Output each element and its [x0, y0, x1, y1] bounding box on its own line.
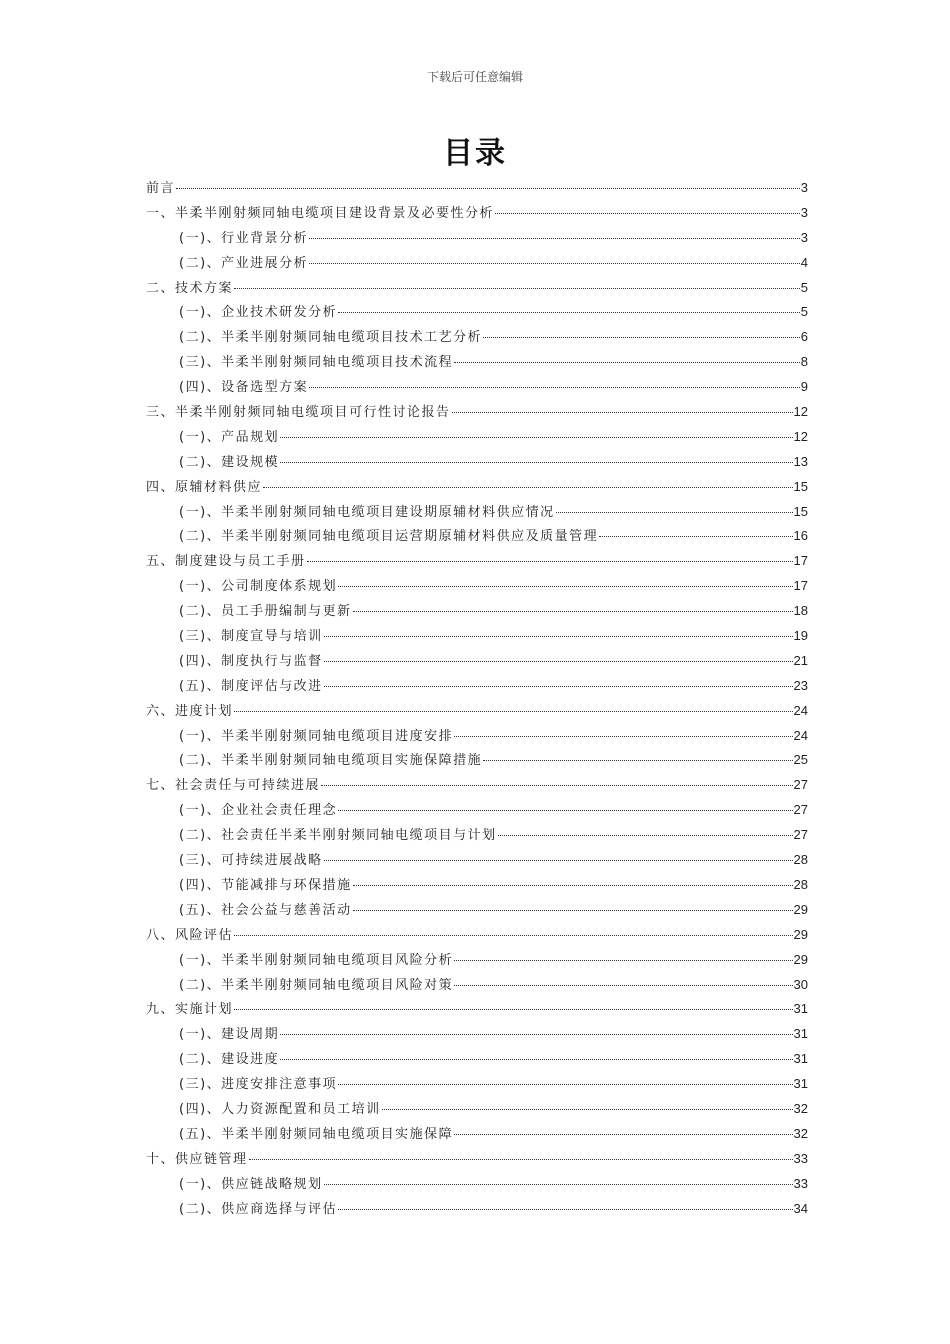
toc-entry-title: (二)、建设进度 [179, 1052, 280, 1068]
toc-entry-title: (三)、半柔半刚射频同轴电缆项目技术流程 [179, 355, 454, 371]
toc-dot-leader [454, 361, 800, 363]
toc-dot-leader [454, 959, 792, 961]
toc-entry-page: 29 [793, 951, 808, 967]
toc-entry-title: (四)、设备选型方案 [179, 380, 309, 396]
toc-entry-page: 24 [793, 702, 808, 718]
toc-entry-page: 17 [793, 553, 808, 569]
toc-entry[interactable] [146, 1097, 808, 1122]
toc-entry-page: 9 [800, 379, 808, 395]
toc-entry[interactable] [146, 798, 808, 823]
toc-dot-leader [338, 1083, 792, 1085]
toc-entry-page: 12 [793, 428, 808, 444]
toc-entry[interactable] [146, 973, 808, 998]
toc-entry-title: (二)、产业进展分析 [179, 255, 309, 271]
toc-dot-leader [309, 262, 800, 264]
toc-entry-title: (二)、半柔半刚射频同轴电缆项目技术工艺分析 [179, 330, 483, 346]
toc-entry-page: 17 [793, 578, 808, 594]
toc-dot-leader [324, 635, 793, 637]
toc-entry-title: (一)、企业社会责任理念 [179, 803, 338, 819]
toc-entry[interactable] [146, 948, 808, 973]
toc-entry-title: 四、原辅材料供应 [146, 479, 263, 495]
toc-dot-leader [338, 1208, 792, 1210]
toc-entry[interactable] [146, 251, 808, 276]
toc-entry[interactable] [146, 226, 808, 251]
toc-entry[interactable] [146, 898, 808, 923]
toc-entry-title: (三)、制度宣导与培训 [179, 629, 323, 645]
toc-entry-title: (一)、半柔半刚射频同轴电缆项目风险分析 [179, 952, 454, 968]
toc-dot-leader [280, 436, 792, 438]
toc-entry-title: (二)、半柔半刚射频同轴电缆项目风险对策 [179, 977, 454, 993]
toc-dot-leader [234, 287, 800, 289]
toc-entry-page: 29 [793, 926, 808, 942]
toc-entry[interactable] [146, 425, 808, 450]
toc-entry-title: (二)、供应商选择与评估 [179, 1201, 338, 1217]
toc-entry[interactable] [146, 1047, 808, 1072]
toc-entry-title: (四)、制度执行与监督 [179, 653, 323, 669]
toc-dot-leader [483, 759, 792, 761]
toc-entry-page: 5 [800, 304, 808, 320]
toc-entry-page: 24 [793, 727, 808, 743]
toc-entry[interactable] [146, 325, 808, 350]
toc-entry-title: (五)、社会公益与慈善活动 [179, 902, 352, 918]
toc-entry[interactable] [146, 201, 808, 226]
toc-entry-page: 31 [793, 1051, 808, 1067]
toc-entry[interactable] [146, 1172, 808, 1197]
toc-entry-page: 32 [793, 1125, 808, 1141]
toc-dot-leader [324, 1183, 793, 1185]
toc-entry[interactable] [146, 574, 808, 599]
toc-dot-leader [309, 237, 800, 239]
toc-dot-leader [263, 486, 793, 488]
toc-entry-title: (一)、行业背景分析 [179, 230, 309, 246]
toc-entry[interactable] [146, 599, 808, 624]
toc-entry-page: 16 [793, 528, 808, 544]
toc-entry[interactable] [146, 450, 808, 475]
toc-entry[interactable] [146, 1197, 808, 1222]
table-of-contents [146, 176, 808, 1221]
toc-entry-title: (二)、半柔半刚射频同轴电缆项目运营期原辅材料供应及质量管理 [179, 529, 599, 545]
toc-entry[interactable] [146, 524, 808, 549]
toc-dot-leader [452, 411, 793, 413]
toc-dot-leader [324, 859, 793, 861]
toc-dot-leader [454, 1133, 792, 1135]
toc-entry-page: 27 [793, 777, 808, 793]
toc-entry-title: (三)、可持续进展战略 [179, 853, 323, 869]
toc-entry-page: 19 [793, 628, 808, 644]
toc-entry[interactable] [146, 1122, 808, 1147]
toc-entry[interactable] [146, 674, 808, 699]
toc-entry[interactable] [146, 176, 808, 201]
toc-entry-title: (一)、产品规划 [179, 429, 280, 445]
toc-entry-page: 34 [793, 1200, 808, 1216]
toc-entry-title: (一)、建设周期 [179, 1027, 280, 1043]
toc-dot-leader [321, 784, 793, 786]
toc-entry-page: 33 [793, 1175, 808, 1191]
toc-entry[interactable] [146, 699, 808, 724]
toc-entry[interactable] [146, 724, 808, 749]
toc-entry[interactable] [146, 475, 808, 500]
toc-dot-leader [234, 710, 793, 712]
toc-entry-page: 29 [793, 901, 808, 917]
toc-entry-title: 二、技术方案 [146, 280, 234, 296]
toc-entry-page: 15 [793, 503, 808, 519]
toc-dot-leader [382, 1108, 793, 1110]
toc-entry-page: 31 [793, 1026, 808, 1042]
toc-dot-leader [324, 660, 793, 662]
toc-entry[interactable] [146, 624, 808, 649]
toc-entry[interactable] [146, 300, 808, 325]
toc-entry-title: 七、社会责任与可持续进展 [146, 778, 321, 794]
toc-dot-leader [353, 909, 793, 911]
toc-entry-title: (四)、人力资源配置和员工培训 [179, 1101, 381, 1117]
toc-dot-leader [280, 1058, 792, 1060]
toc-entry-title: (一)、半柔半刚射频同轴电缆项目进度安排 [179, 728, 454, 744]
toc-dot-leader [307, 560, 793, 562]
toc-entry-title: (一)、公司制度体系规划 [179, 579, 338, 595]
toc-entry[interactable] [146, 773, 808, 798]
toc-entry[interactable] [146, 823, 808, 848]
toc-entry[interactable] [146, 500, 808, 525]
toc-entry-page: 13 [793, 453, 808, 469]
toc-dot-leader [556, 511, 793, 513]
toc-entry[interactable] [146, 873, 808, 898]
toc-entry-page: 4 [800, 254, 808, 270]
toc-entry[interactable] [146, 400, 808, 425]
toc-entry-title: (二)、社会责任半柔半刚射频同轴电缆项目与计划 [179, 828, 497, 844]
toc-dot-leader [454, 984, 792, 986]
toc-dot-leader [353, 884, 793, 886]
toc-entry[interactable] [146, 848, 808, 873]
toc-entry-page: 31 [793, 1076, 808, 1092]
toc-entry-title: 前言 [146, 181, 176, 196]
toc-entry[interactable] [146, 1072, 808, 1097]
toc-entry-title: 六、进度计划 [146, 703, 234, 719]
toc-entry-page: 31 [793, 1001, 808, 1017]
toc-entry[interactable] [146, 375, 808, 400]
toc-entry-title: (一)、供应链战略规划 [179, 1176, 323, 1192]
toc-entry-title: 八、风险评估 [146, 927, 234, 943]
toc-entry-page: 8 [800, 354, 808, 370]
toc-entry-title: (二)、员工手册编制与更新 [179, 604, 352, 620]
toc-entry-title: (五)、制度评估与改进 [179, 678, 323, 694]
toc-entry-page: 30 [793, 976, 808, 992]
toc-entry-page: 3 [800, 229, 808, 245]
toc-entry-title: (五)、半柔半刚射频同轴电缆项目实施保障 [179, 1126, 454, 1142]
toc-entry-title: (一)、半柔半刚射频同轴电缆项目建设期原辅材料供应情况 [179, 504, 555, 520]
toc-entry-title: (三)、进度安排注意事项 [179, 1077, 338, 1093]
toc-entry-page: 33 [793, 1150, 808, 1166]
toc-entry-page: 5 [800, 279, 808, 295]
toc-dot-leader [324, 685, 793, 687]
toc-dot-leader [309, 386, 800, 388]
toc-entry-page: 3 [800, 180, 808, 195]
toc-dot-leader [498, 834, 793, 836]
toc-entry-page: 28 [793, 876, 808, 892]
toc-entry-page: 27 [793, 827, 808, 843]
toc-entry-title: 三、半柔半刚射频同轴电缆项目可行性讨论报告 [146, 405, 451, 421]
toc-dot-leader [280, 1033, 792, 1035]
toc-entry-page: 27 [793, 802, 808, 818]
toc-dot-leader [176, 187, 800, 189]
toc-entry[interactable] [146, 549, 808, 574]
toc-entry-title: (四)、节能减排与环保措施 [179, 877, 352, 893]
toc-dot-leader [495, 212, 800, 214]
toc-entry-title: (二)、半柔半刚射频同轴电缆项目实施保障措施 [179, 753, 483, 769]
toc-entry-title: 一、半柔半刚射频同轴电缆项目建设背景及必要性分析 [146, 205, 495, 221]
toc-dot-leader [234, 934, 793, 936]
toc-entry-title: 九、实施计划 [146, 1002, 234, 1018]
toc-entry-page: 18 [793, 603, 808, 619]
toc-entry-page: 25 [793, 752, 808, 768]
toc-entry-page: 23 [793, 677, 808, 693]
toc-entry-page: 12 [793, 404, 808, 420]
toc-entry-page: 6 [800, 329, 808, 345]
toc-entry-title: (二)、建设规模 [179, 454, 280, 470]
toc-entry[interactable] [146, 1022, 808, 1047]
toc-entry[interactable] [146, 923, 808, 948]
toc-dot-leader [338, 809, 792, 811]
toc-entry[interactable] [146, 649, 808, 674]
toc-entry-page: 32 [793, 1100, 808, 1116]
toc-entry[interactable] [146, 748, 808, 773]
toc-dot-leader [338, 311, 800, 313]
toc-entry-title: 五、制度建设与员工手册 [146, 554, 306, 570]
page-title: 目录 [443, 136, 507, 171]
toc-dot-leader [249, 1158, 793, 1160]
toc-entry-page: 21 [793, 652, 808, 668]
toc-dot-leader [234, 1008, 793, 1010]
page-header: 下载后可任意编辑 [426, 70, 523, 84]
toc-dot-leader [454, 735, 792, 737]
toc-entry[interactable] [146, 276, 808, 301]
toc-dot-leader [353, 610, 793, 612]
toc-entry-title: (一)、企业技术研发分析 [179, 305, 338, 321]
toc-entry-page: 28 [793, 852, 808, 868]
toc-entry-title: 十、供应链管理 [146, 1151, 248, 1167]
toc-entry[interactable] [146, 1147, 808, 1172]
toc-entry-page: 15 [793, 478, 808, 494]
toc-dot-leader [599, 535, 792, 537]
toc-entry[interactable] [146, 997, 808, 1022]
toc-entry-page: 3 [800, 204, 808, 220]
toc-dot-leader [280, 461, 792, 463]
toc-dot-leader [338, 585, 792, 587]
toc-entry[interactable] [146, 350, 808, 375]
toc-dot-leader [483, 336, 800, 338]
